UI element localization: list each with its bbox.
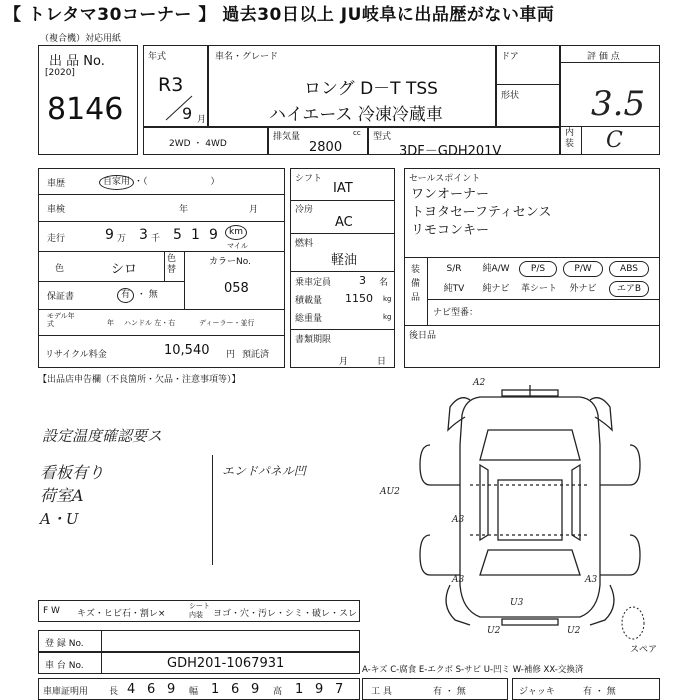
sales-point-3: リモコンキー bbox=[411, 223, 490, 238]
score-label: 評 価 点 bbox=[587, 52, 620, 62]
inspection-label: 車検 bbox=[47, 205, 66, 215]
warranty-no: 無 bbox=[148, 290, 158, 300]
capacity-unit: 名 bbox=[379, 278, 389, 288]
warranty-yes: 有 bbox=[117, 288, 134, 303]
car-outline-icon bbox=[410, 385, 650, 635]
mark-u2-2: U2 bbox=[567, 626, 581, 636]
chassis-label: 車 台 No. bbox=[45, 661, 84, 671]
note-line-3: 荷室A bbox=[40, 486, 84, 505]
after-date-label: 後日品 bbox=[409, 331, 437, 341]
tools-box bbox=[362, 678, 508, 700]
gross-label: 総重量 bbox=[295, 314, 323, 324]
registration-label: 登 録 No. bbox=[45, 639, 84, 649]
cert-h1: 1 bbox=[295, 682, 304, 697]
drive-options: 2WD ・ 4WD bbox=[169, 139, 227, 149]
mileage-d5: 9 bbox=[209, 227, 218, 243]
jack-value: 有 ・ 無 bbox=[583, 687, 616, 697]
docs-month: 月 bbox=[339, 357, 349, 367]
model-code-label: 型式 bbox=[373, 132, 392, 142]
mark-u3: U3 bbox=[510, 598, 524, 608]
warranty-label: 保証書 bbox=[47, 292, 75, 302]
mileage-u1: 万 bbox=[117, 234, 127, 244]
mileage-d1: 9 bbox=[105, 227, 114, 243]
model-name-box bbox=[208, 45, 496, 127]
damage-legend: A-キズ C-腐食 E-エクボ S-サビ U-凹ミ W-補修 XX-交換済 bbox=[362, 665, 584, 675]
shift-label: シフト bbox=[295, 174, 323, 184]
history-rest: ・（ ） bbox=[134, 177, 220, 187]
shift-value: IAT bbox=[333, 181, 353, 196]
fuel-value: 軽油 bbox=[331, 253, 358, 268]
mileage-unit2: マイル bbox=[227, 242, 248, 250]
capacity-label: 乗車定員 bbox=[295, 278, 332, 288]
mark-a3-3: A3 bbox=[585, 575, 598, 585]
cert-height-label: 高 bbox=[273, 687, 283, 697]
chassis-box bbox=[38, 652, 360, 674]
sales-point-label: セールスポイント bbox=[409, 174, 481, 184]
recycle-value: 10,540 bbox=[164, 343, 210, 358]
equip-navi: 純ナビ bbox=[482, 284, 510, 294]
cert-l1: 4 bbox=[127, 682, 136, 697]
note-line-5: エンドパネル凹 bbox=[222, 464, 306, 478]
aircon-label: 冷房 bbox=[295, 205, 314, 215]
mark-a3-1: A3 bbox=[452, 515, 465, 525]
lot-stamp: [2020] bbox=[45, 68, 75, 78]
model-name-label: 車名・グレード bbox=[215, 52, 279, 62]
docs-label: 書類期限 bbox=[295, 335, 332, 345]
interior-value: C bbox=[606, 128, 623, 153]
header-note: （複合機）対応用紙 bbox=[40, 34, 122, 44]
tools-value: 有 ・ 無 bbox=[433, 687, 466, 697]
equip-sr: S/R bbox=[446, 264, 462, 274]
equip-ps: P/S bbox=[519, 261, 557, 277]
displacement-value: 2800 bbox=[309, 140, 343, 155]
jack-label: ジャッキ bbox=[519, 687, 555, 697]
note-line-4: A・U bbox=[40, 510, 79, 528]
mileage-u2: 千 bbox=[151, 234, 161, 244]
inspection-month: 月 bbox=[249, 205, 259, 215]
vehicle-info-box: 車歴 自家用 ・（ ） 車検 年 月 走行 9 万 3 千 5 1 9 km マイル 色 シロ 色替 カラーNo. 058 保証書 有 ・ 無 モデル年式 年 ハンドル 左・右 ディーラー・並行 リサイクル料金 10,540 円 預託済 bbox=[38, 168, 285, 368]
recycle-unit: 円 bbox=[226, 350, 236, 360]
door-label: ドア bbox=[501, 52, 519, 62]
spare-label: スペア bbox=[630, 645, 658, 655]
sales-box bbox=[404, 168, 660, 368]
score-box bbox=[560, 45, 660, 155]
load-unit: kg bbox=[383, 295, 392, 303]
displacement-box bbox=[268, 127, 368, 155]
spare-tire-icon bbox=[620, 605, 646, 641]
recycle-suffix: 預託済 bbox=[242, 350, 270, 360]
model-code-value: 3DF－GDH201V bbox=[399, 144, 502, 159]
displacement-label: 排気量 bbox=[273, 132, 301, 142]
displacement-unit: cc bbox=[353, 129, 361, 137]
color-code: 058 bbox=[224, 281, 249, 296]
equip-airbag: エアB bbox=[609, 281, 649, 297]
load-label: 積載量 bbox=[295, 296, 323, 306]
year-month-suffix: 月 bbox=[197, 115, 207, 125]
navi-model-label: ナビ型番： bbox=[433, 308, 479, 318]
model-year-year: 年 bbox=[107, 319, 114, 327]
fuel-label: 燃料 bbox=[295, 239, 314, 249]
history-value: 自家用 bbox=[99, 175, 134, 190]
mileage-d4: 1 bbox=[191, 227, 200, 243]
equip-aw: 純A/W bbox=[482, 264, 510, 274]
equip-pw: P/W bbox=[563, 261, 603, 277]
equipment-label: 装備品 bbox=[411, 265, 421, 303]
year-month: 9 bbox=[182, 104, 193, 123]
note-line-2: 看板有り bbox=[40, 463, 105, 482]
registration-box bbox=[38, 630, 360, 652]
inspection-year: 年 bbox=[179, 205, 189, 215]
cert-box bbox=[38, 678, 360, 700]
equip-leather: 革シート bbox=[520, 284, 557, 294]
cert-width-label: 幅 bbox=[189, 687, 199, 697]
mark-au2: AU2 bbox=[380, 487, 400, 497]
cert-length-label: 長 bbox=[109, 687, 119, 697]
lot-label: 出 品 No. bbox=[49, 54, 105, 69]
fw-seat-box bbox=[38, 600, 360, 622]
cert-w3: 9 bbox=[251, 682, 260, 697]
year-box bbox=[143, 45, 208, 127]
lot-number: 8146 bbox=[47, 92, 124, 127]
aircon-value: AC bbox=[335, 215, 353, 230]
fw-items: キズ・ヒビ石・割レ× bbox=[77, 609, 166, 619]
jack-box bbox=[512, 678, 660, 700]
recycle-label: リサイクル料金 bbox=[45, 350, 107, 360]
model-year-dealer: ディーラー・並行 bbox=[199, 319, 255, 327]
year-era: R3 bbox=[158, 74, 184, 96]
shape-label: 形状 bbox=[501, 91, 520, 101]
equip-abs: ABS bbox=[609, 261, 649, 277]
color-code-label: カラーNo. bbox=[209, 257, 251, 267]
interior-label: 内装 bbox=[565, 128, 575, 149]
mileage-d2: 3 bbox=[139, 227, 148, 243]
cert-h3: 7 bbox=[335, 682, 344, 697]
mark-u2-1: U2 bbox=[487, 626, 501, 636]
seat-label: シート内装 bbox=[189, 602, 210, 619]
cert-w2: 6 bbox=[231, 682, 240, 697]
drive-box bbox=[143, 127, 268, 155]
year-slash bbox=[164, 94, 194, 122]
capacity-value: 3 bbox=[359, 274, 366, 287]
cert-h2: 9 bbox=[315, 682, 324, 697]
color-change-label: 色替 bbox=[167, 254, 177, 275]
sales-point-1: ワンオーナー bbox=[411, 187, 490, 202]
gross-unit: kg bbox=[383, 313, 392, 321]
model-year-label: モデル年式 bbox=[47, 312, 75, 328]
equip-ext-navi: 外ナビ bbox=[569, 284, 597, 294]
year-label: 年式 bbox=[148, 52, 167, 62]
docs-day: 日 bbox=[377, 357, 387, 367]
seat-items: ヨゴ・穴・汚レ・シミ・破レ・スレ bbox=[213, 609, 358, 619]
spec-box bbox=[290, 168, 395, 368]
mileage-unit: km bbox=[225, 225, 247, 240]
note-line-1: 設定温度確認要ス bbox=[42, 427, 163, 445]
model-car-name: ハイエース 冷凍冷蔵車 bbox=[269, 105, 443, 125]
model-code-box bbox=[368, 127, 560, 159]
color-label: 色 bbox=[55, 264, 65, 274]
fw-label: F W bbox=[43, 606, 60, 616]
model-grade: ロング D－T TSS bbox=[304, 79, 438, 99]
tools-label: 工 具 bbox=[371, 687, 392, 697]
report-label: 【出品店申告欄（不良箇所・欠品・注意事項等）】 bbox=[38, 375, 241, 385]
cert-l3: 9 bbox=[167, 682, 176, 697]
model-year-handle: ハンドル 左・右 bbox=[124, 319, 176, 327]
chassis-value: GDH201-1067931 bbox=[167, 656, 285, 671]
page-banner: 【 トレタマ30コーナー 】 過去30日以上 JU岐阜に出品歴がない車両 bbox=[0, 0, 700, 30]
lot-box bbox=[38, 45, 138, 155]
score-value: 3.5 bbox=[591, 84, 646, 124]
door-shape-box bbox=[496, 45, 560, 127]
mark-a3-2: A3 bbox=[452, 575, 465, 585]
mileage-label: 走行 bbox=[47, 234, 66, 244]
cert-l2: 6 bbox=[147, 682, 156, 697]
color-value: シロ bbox=[111, 262, 138, 277]
cert-w1: 1 bbox=[211, 682, 220, 697]
sales-point-2: トヨタセーフティセンス bbox=[411, 205, 552, 220]
history-label: 車歴 bbox=[47, 179, 66, 189]
equip-tv: 純TV bbox=[443, 284, 465, 294]
cert-label: 車庫証明用 bbox=[43, 687, 89, 697]
mark-a2: A2 bbox=[473, 378, 486, 388]
mileage-d3: 5 bbox=[173, 227, 182, 243]
load-value: 1150 bbox=[345, 292, 373, 305]
